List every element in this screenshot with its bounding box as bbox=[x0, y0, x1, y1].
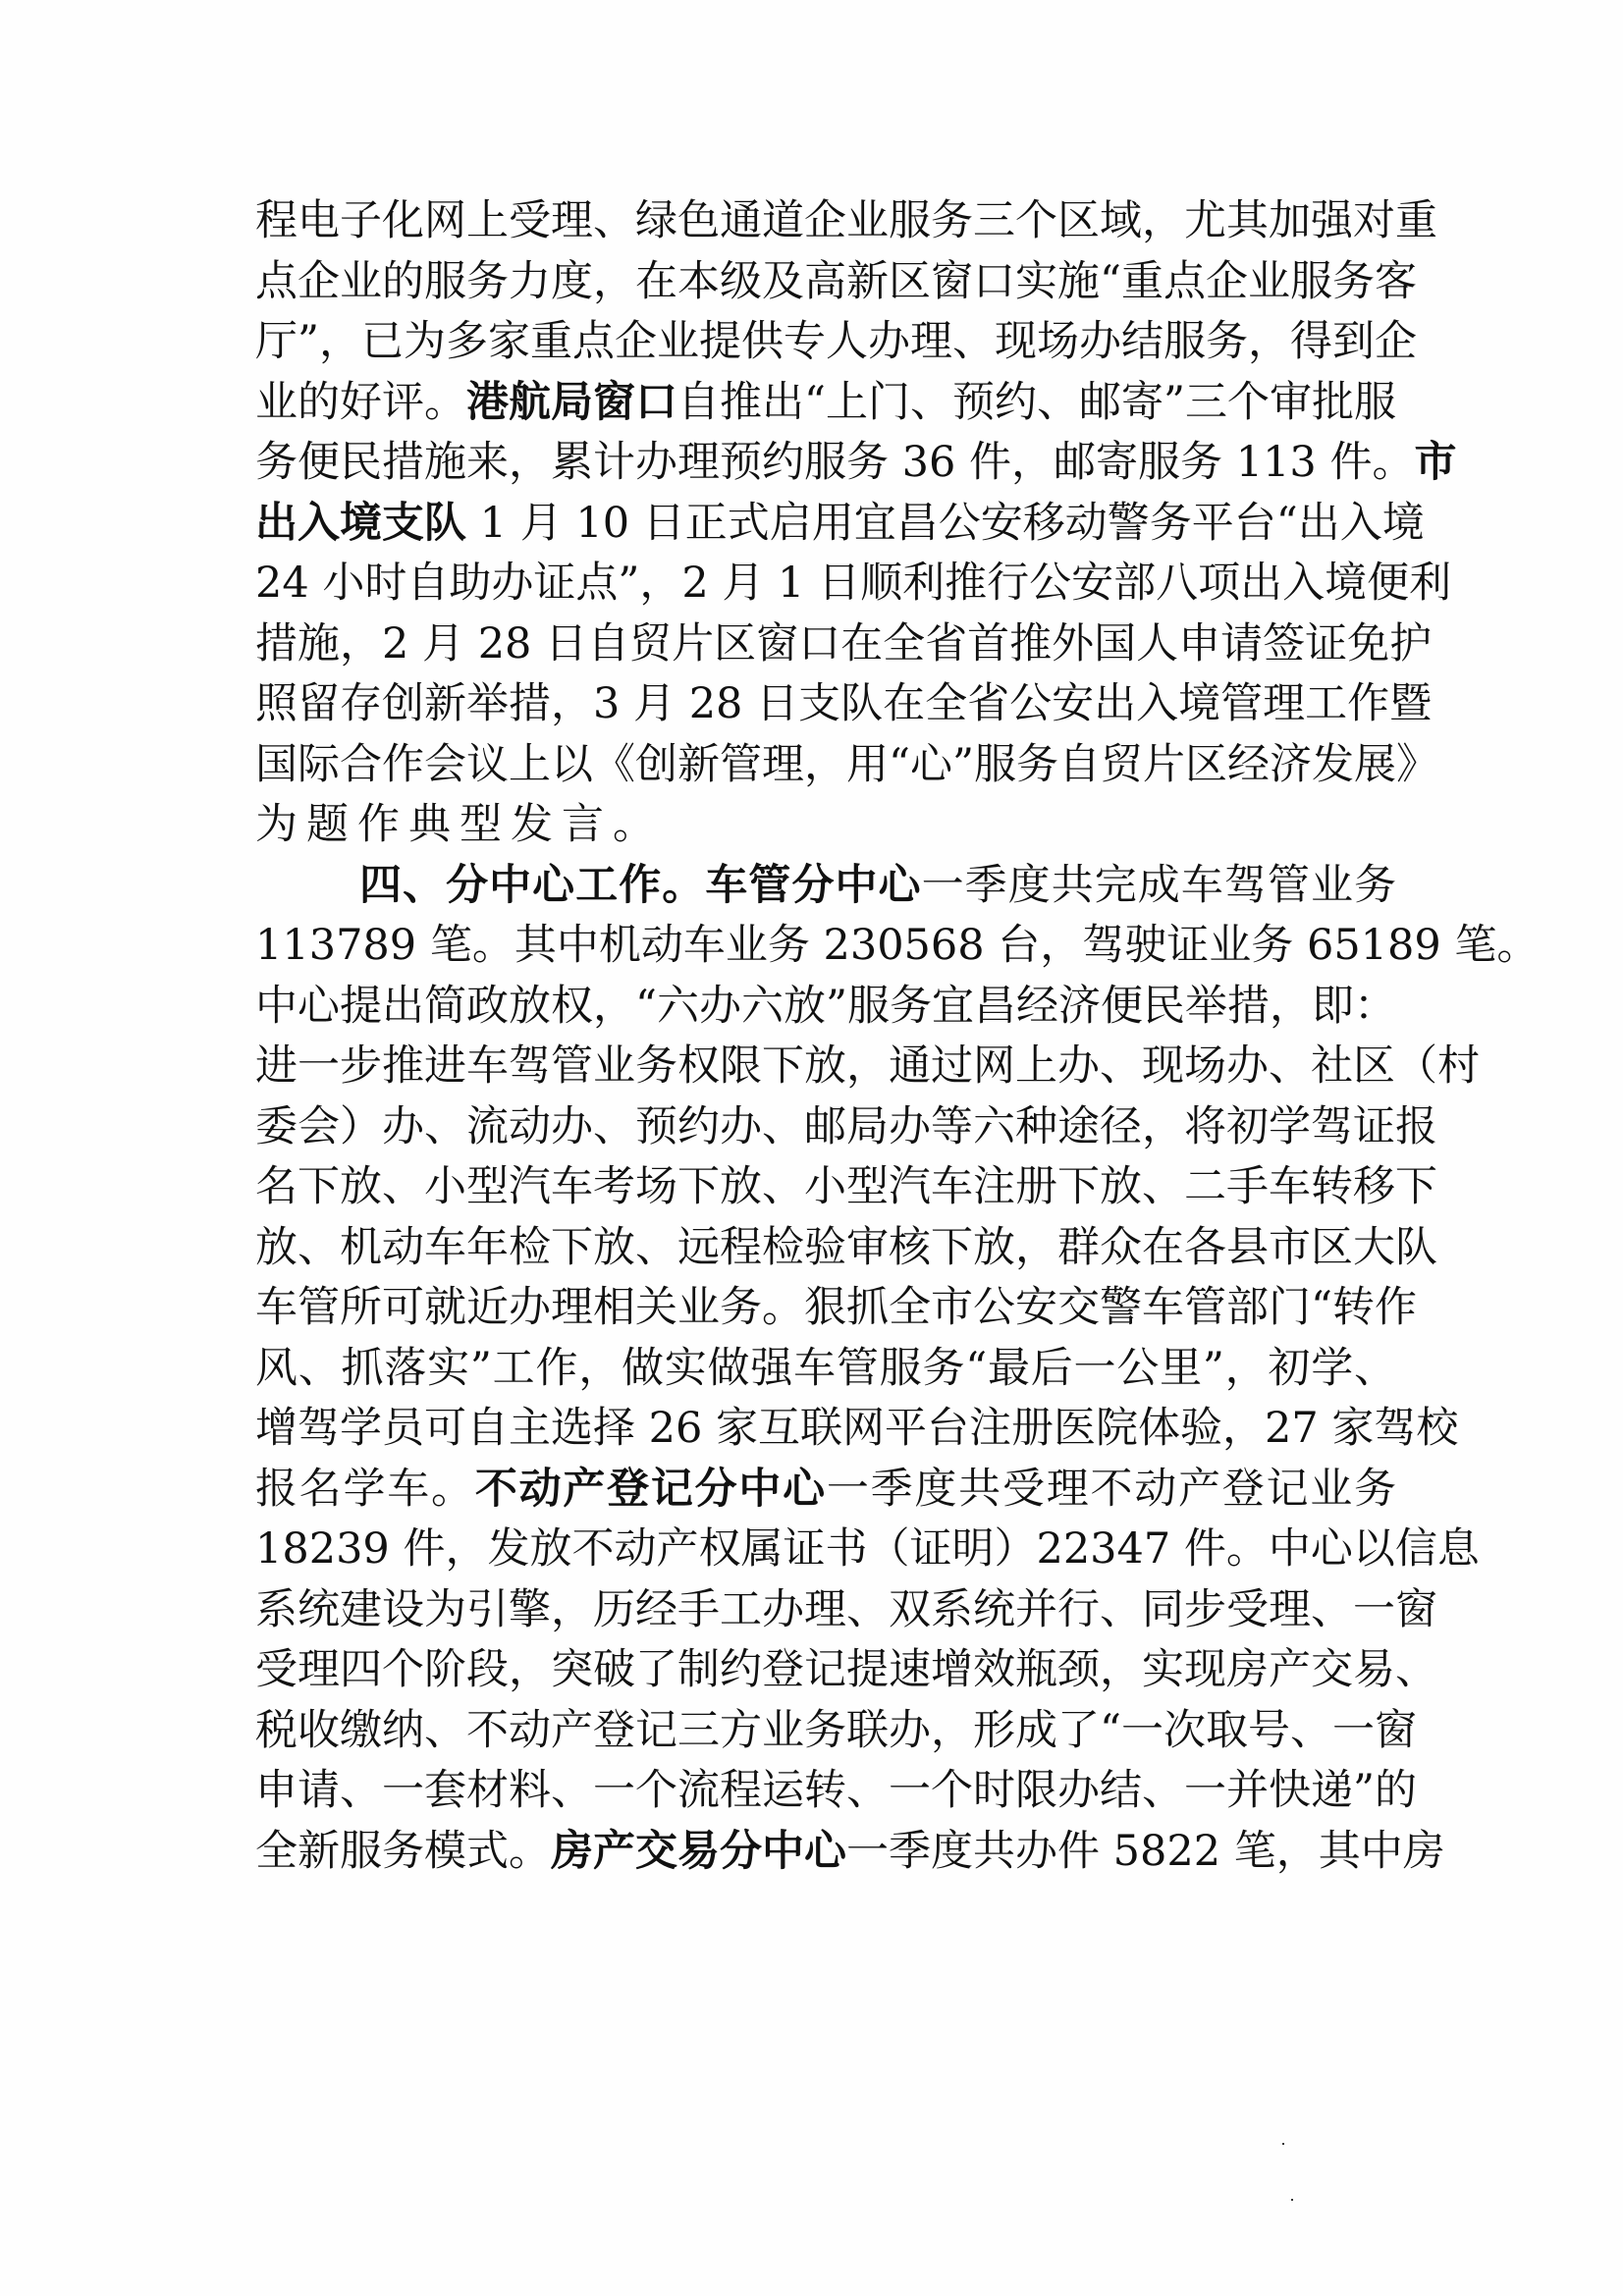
body-text: 措施，2 月 28 日自贸片区窗口在全省首推外国人申请签证免护 bbox=[255, 618, 1433, 668]
text-line bbox=[255, 494, 1425, 555]
paragraph bbox=[255, 856, 1540, 1883]
body-text: 一季度共办件 5822 笔，其中房 bbox=[846, 1826, 1445, 1876]
text-line bbox=[255, 1399, 1459, 1460]
text-line bbox=[255, 1640, 1437, 1701]
body-text: 为题作典型发言。 bbox=[255, 800, 664, 849]
body-text: 1 月 10 日正式启用宜昌公安移动警务平台“出入境 bbox=[466, 498, 1425, 548]
bold-heading-text: 港航局窗口 bbox=[466, 377, 678, 427]
text-line bbox=[255, 1097, 1437, 1158]
body-text: 申请、一套材料、一个流程运转、一个时限办结、一并快递”的 bbox=[255, 1766, 1417, 1815]
text-line bbox=[255, 1460, 1396, 1521]
body-text: 税收缴纳、不动产登记三方业务联办，形成了“一次取号、一窗 bbox=[255, 1705, 1417, 1755]
body-text: 国际合作会议上以《创新管理，用“心”服务自贸片区经济发展》 bbox=[255, 739, 1438, 789]
text-line bbox=[255, 977, 1396, 1038]
text-line bbox=[255, 1218, 1437, 1279]
bold-heading-text: 房产交易分中心 bbox=[551, 1826, 846, 1876]
document-body bbox=[255, 191, 1540, 1882]
body-text: 自推出“上门、预约、邮寄”三个审批服 bbox=[677, 377, 1397, 427]
body-text: 照留存创新举措，3 月 28 日支队在全省公安出入境管理工作暨 bbox=[255, 679, 1433, 728]
text-line bbox=[255, 252, 1417, 313]
text-line bbox=[255, 312, 1417, 373]
text-line bbox=[255, 433, 1457, 494]
body-text: 113789 笔。其中机动车业务 230568 台，驾驶证业务 65189 笔。 bbox=[255, 921, 1540, 970]
text-line bbox=[255, 1701, 1417, 1762]
body-text: 进一步推进车驾管业务权限下放，通过网上办、现场办、社区（村 bbox=[255, 1041, 1480, 1091]
body-text: 名下放、小型汽车考场下放、小型汽车注册下放、二手车转移下 bbox=[255, 1162, 1437, 1211]
body-text: 系统建设为引擎，历经手工办理、双系统并行、同步受理、一窗 bbox=[255, 1584, 1437, 1634]
text-line bbox=[255, 1278, 1417, 1339]
text-line bbox=[255, 1520, 1480, 1580]
paragraph bbox=[255, 191, 1457, 856]
body-text: 程电子化网上受理、绿色通道企业服务三个区域，尤其加强对重 bbox=[255, 196, 1437, 245]
bold-heading-text: 车管分中心 bbox=[705, 860, 922, 910]
body-text: 放、机动车年检下放、远程检验审核下放，群众在各县市区大队 bbox=[255, 1222, 1437, 1272]
bold-heading-text: 出入境支队 bbox=[255, 498, 466, 548]
body-text: 一季度共受理不动产登记业务 bbox=[826, 1464, 1397, 1514]
text-line bbox=[255, 1822, 1445, 1883]
text-line bbox=[255, 554, 1452, 614]
text-line bbox=[255, 856, 1396, 917]
body-text: 报名学车。 bbox=[255, 1464, 475, 1514]
body-text: 务便民措施来，累计办理预约服务 36 件，邮寄服务 113 件。 bbox=[255, 438, 1415, 487]
text-line bbox=[255, 1157, 1437, 1218]
body-text: 全新服务模式。 bbox=[255, 1826, 551, 1876]
body-text: 受理四个阶段，突破了制约登记提速增效瓶颈，实现房产交易、 bbox=[255, 1645, 1437, 1694]
body-text: 点企业的服务力度，在本级及高新区窗口实施“重点企业服务客 bbox=[255, 256, 1417, 306]
body-text: 一季度共完成车驾管业务 bbox=[921, 860, 1397, 910]
body-text: 18239 件，发放不动产权属证书（证明）22347 件。中心以信息 bbox=[255, 1524, 1480, 1574]
body-text: 车管所可就近办理相关业务。狠抓全市公安交警车管部门“转作 bbox=[255, 1283, 1417, 1332]
body-text: 风、抓落实”工作，做实做强车管服务“最后一公里”，初学、 bbox=[255, 1343, 1396, 1393]
body-text: 中心提出简政放权，“六办六放”服务宜昌经济便民举措，即： bbox=[255, 981, 1396, 1031]
body-text: 厅”，已为多家重点企业提供专人办理、现场办结服务，得到企 bbox=[255, 317, 1417, 366]
text-line bbox=[255, 1037, 1480, 1097]
text-line bbox=[255, 1339, 1396, 1400]
text-line bbox=[255, 1761, 1417, 1822]
body-text: 委会）办、流动办、预约办、邮局办等六种途径，将初学驾证报 bbox=[255, 1101, 1437, 1151]
scan-speck bbox=[1291, 2199, 1293, 2201]
text-line bbox=[255, 614, 1433, 675]
bold-heading-text: 四、分中心工作。 bbox=[359, 860, 706, 910]
body-text: 24 小时自助办证点”，2 月 1 日顺利推行公安部八项出入境便利 bbox=[255, 559, 1452, 608]
text-line bbox=[255, 916, 1540, 977]
text-line bbox=[255, 795, 1396, 856]
scan-speck bbox=[1282, 2143, 1284, 2145]
body-text: 业的好评。 bbox=[255, 377, 467, 427]
bold-heading-text: 不动产登记分中心 bbox=[474, 1464, 827, 1514]
text-line bbox=[255, 191, 1437, 252]
bold-heading-text: 市 bbox=[1414, 438, 1457, 487]
text-line bbox=[255, 735, 1438, 796]
text-line bbox=[255, 373, 1396, 434]
body-text: 增驾学员可自主选择 26 家互联网平台注册医院体验，27 家驾校 bbox=[255, 1404, 1459, 1453]
text-line bbox=[255, 674, 1433, 735]
text-line bbox=[255, 1580, 1437, 1641]
